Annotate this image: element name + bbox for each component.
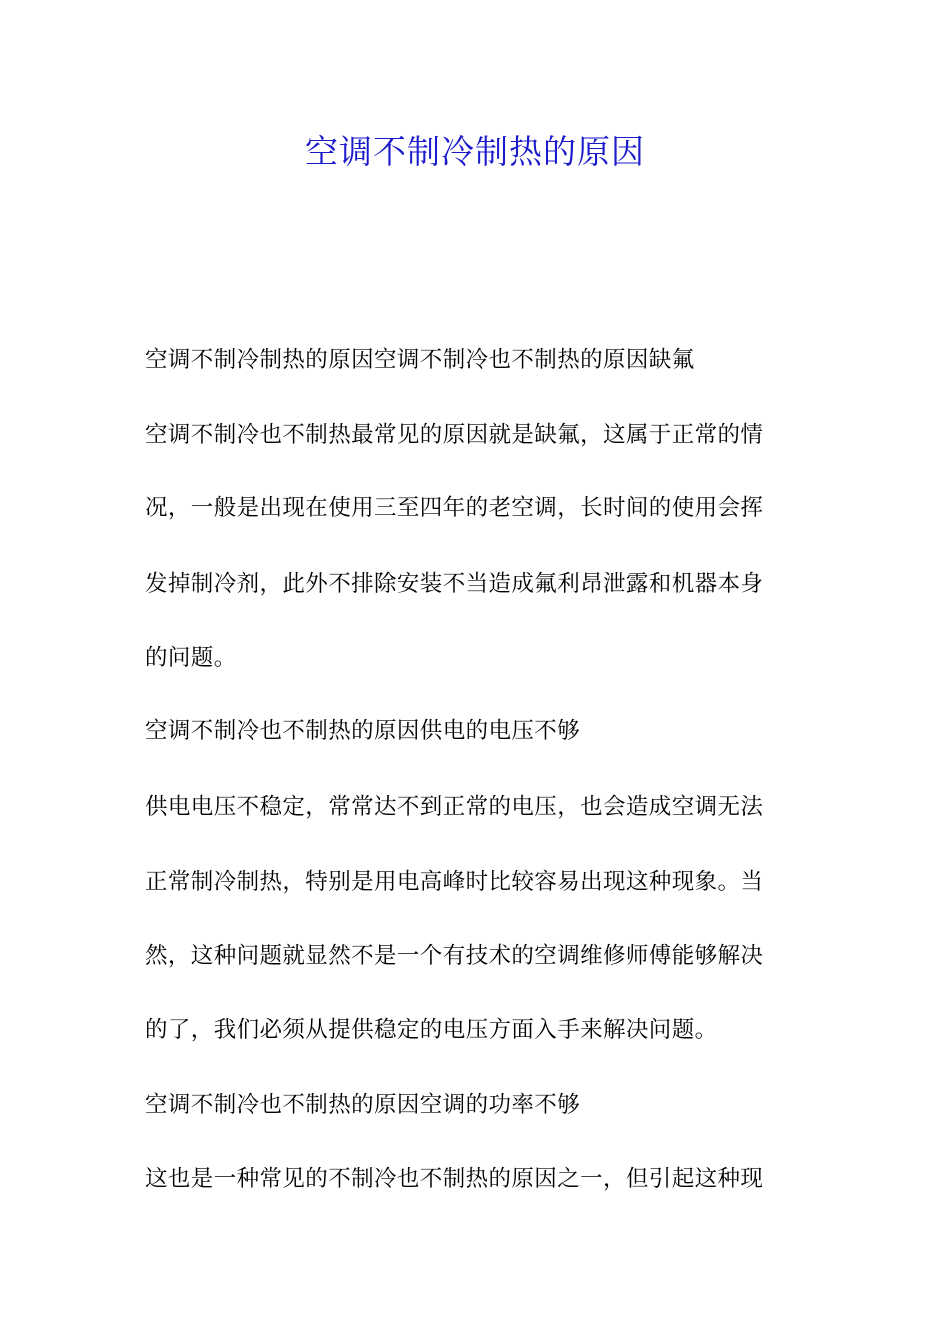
section-heading-power: 空调不制冷也不制热的原因空调的功率不够 [145, 1092, 581, 1118]
paragraph-line: 正常制冷制热，特别是用电高峰时比较容易出现这种现象。当 [145, 869, 764, 895]
document-title: 空调不制冷制热的原因 [305, 132, 645, 171]
paragraph-line: 发掉制冷剂，此外不排除安装不当造成氟利昂泄露和机器本身 [145, 571, 764, 597]
paragraph-line: 这也是一种常见的不制冷也不制热的原因之一，但引起这种现 [145, 1166, 764, 1192]
paragraph-line: 的问题。 [145, 645, 237, 671]
paragraph-line: 空调不制冷也不制热最常见的原因就是缺氟，这属于正常的情 [145, 422, 764, 448]
section-heading-lack-of-freon: 空调不制冷制热的原因空调不制冷也不制热的原因缺氟 [145, 347, 695, 373]
paragraph-line: 然，这种问题就显然不是一个有技术的空调维修师傅能够解决 [145, 943, 764, 969]
paragraph-line: 的了，我们必须从提供稳定的电压方面入手来解决问题。 [145, 1017, 718, 1043]
paragraph-line: 况，一般是出现在使用三至四年的老空调，长时间的使用会挥 [145, 495, 764, 521]
paragraph-line: 供电电压不稳定，常常达不到正常的电压，也会造成空调无法 [145, 794, 764, 820]
section-heading-voltage: 空调不制冷也不制热的原因供电的电压不够 [145, 718, 581, 744]
